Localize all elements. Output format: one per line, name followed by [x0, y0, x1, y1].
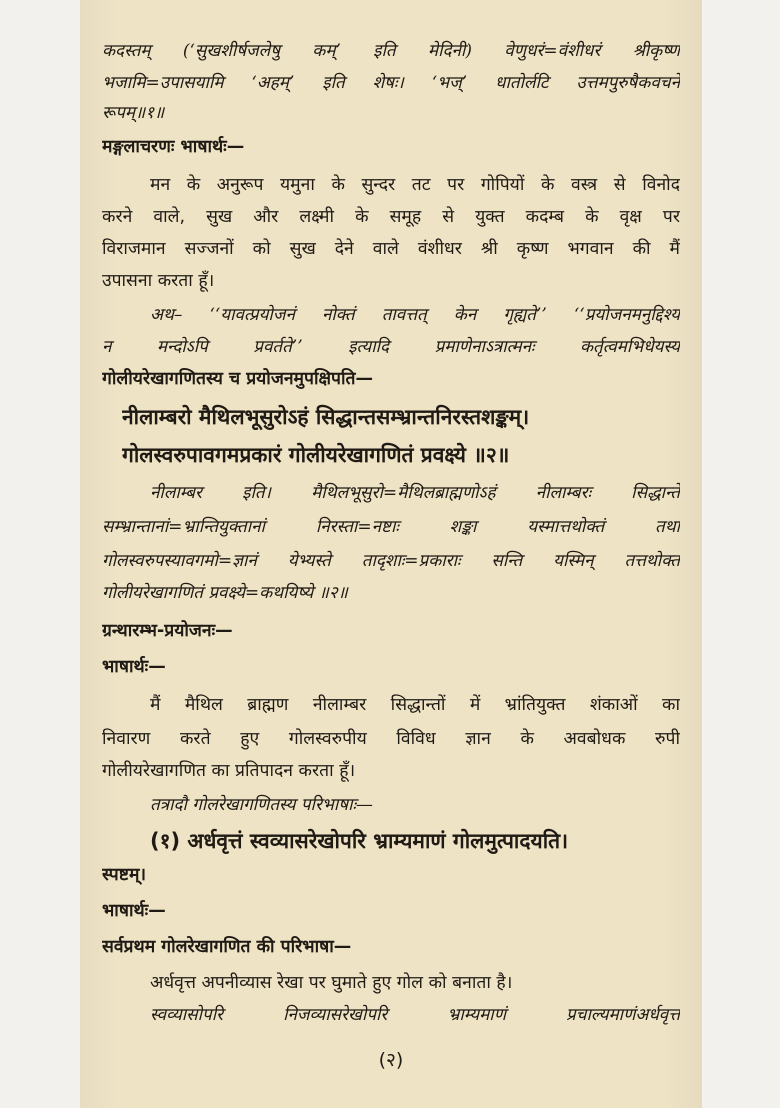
commentary-line: भजामि=उपासयामि ‘अहम्’ इति शेषः। ‘भज्’ धातोर्लटि उत्तमपुरुषैकवचने: [102, 73, 680, 93]
commentary-line: नीलाम्बर इति। मैथिलभूसुरो=मैथिलब्राह्मणोऽहं नीलाम्बरः सिद्धान्ते: [150, 483, 680, 503]
section-heading: सर्वप्रथम गोलरेखागणित की परिभाषा—: [102, 937, 352, 957]
translation-line: करने वाले, सुख और लक्ष्मी के समूह से युक्त कदम्ब के वृक्ष पर: [102, 207, 680, 227]
commentary-line: गोलीयरेखागणितं प्रवक्ष्ये=कथयिष्ये ॥२॥: [102, 583, 348, 603]
translation-line: अर्धवृत्त अपनीव्यास रेखा पर घुमाते हुए गोल को बनाता है।: [150, 973, 513, 993]
verse-line: गोलस्वरुपावगमप्रकारं गोलीयरेखागणितं प्रवक्ष्ये ॥२॥: [122, 443, 510, 467]
translation-line: मन के अनुरूप यमुना के सुन्दर तट पर गोपियों के वस्त्र से विनोद: [150, 175, 680, 195]
page-number: (२): [378, 1049, 404, 1071]
section-heading: मङ्गलाचरणः भाषार्थः—: [102, 137, 245, 157]
commentary-line: कदस्तम् (‘सुखशीर्षजलेषु कम्’ इति मेदिनी) वेणुधरं=वंशीधरं श्रीकृष्णं: [102, 41, 680, 61]
translation-line: गोलीयरेखागणित का प्रतिपादन करता हूँ।: [102, 761, 356, 781]
commentary-line: स्वव्यासोपरि निजव्यासरेखोपरि भ्राम्यमाणं प्रचाल्यमाणंअर्धवृत्तं: [150, 1005, 680, 1025]
verse-line: नीलाम्बरो मैथिलभूसुरोऽहं सिद्धान्तसम्भ्रान्तनिरस्तशङ्कम्।: [122, 405, 530, 429]
section-heading: स्पष्टम्।: [102, 865, 147, 885]
section-heading: भाषार्थः—: [102, 901, 166, 921]
commentary-line: तत्रादौ गोलरेखागणितस्य परिभाषाः—: [150, 795, 373, 815]
translation-line: निवारण करते हुए गोलस्वरुपीय विविध ज्ञान के अवबोधक रुपी: [102, 729, 680, 749]
section-heading: ग्रन्थारम्भ-प्रयोजनः—: [102, 621, 233, 641]
translation-line: उपासना करता हूँ।: [102, 271, 215, 291]
commentary-line: अथ– ‘‘यावत्प्रयोजनं नोक्तं तावत्तत् केन गृह्यते’’ ‘‘प्रयोजनमनुद्दिश्य: [150, 305, 680, 325]
translation-line: विराजमान सज्जनों को सुख देने वाले वंशीधर श्री कृष्ण भगवान की मैं: [102, 239, 680, 259]
book-page: [80, 0, 702, 1108]
commentary-line: गोलस्वरुपस्यावगमो=ज्ञानं येभ्यस्ते तादृशाः=प्रकाराः सन्ति यस्मिन् तत्तथोक्तं: [102, 551, 680, 571]
commentary-line: रूपम्॥१॥: [102, 103, 165, 123]
commentary-line: न मन्दोऽपि प्रवर्तते’’ इत्यादि प्रमाणेनाऽत्रात्मनः कर्तृत्वमभिधेयस्य: [102, 337, 680, 357]
commentary-line: सम्भ्रान्तानां=भ्रान्तियुक्तानां निरस्ता=नष्टाः शङ्का यस्मात्तथोक्तं तथा: [102, 517, 680, 537]
section-heading: गोलीयरेखागणितस्य च प्रयोजनमुपक्षिपति—: [102, 369, 373, 389]
translation-line: मैं मैथिल ब्राह्मण नीलाम्बर सिद्धान्तों में भ्रांतियुक्त शंकाओं का: [150, 695, 680, 715]
sutra-line: (१) अर्धवृत्तं स्वव्यासरेखोपरि भ्राम्यमाणं गोलमुत्पादयति।: [150, 829, 569, 853]
section-heading: भाषार्थः—: [102, 657, 166, 677]
